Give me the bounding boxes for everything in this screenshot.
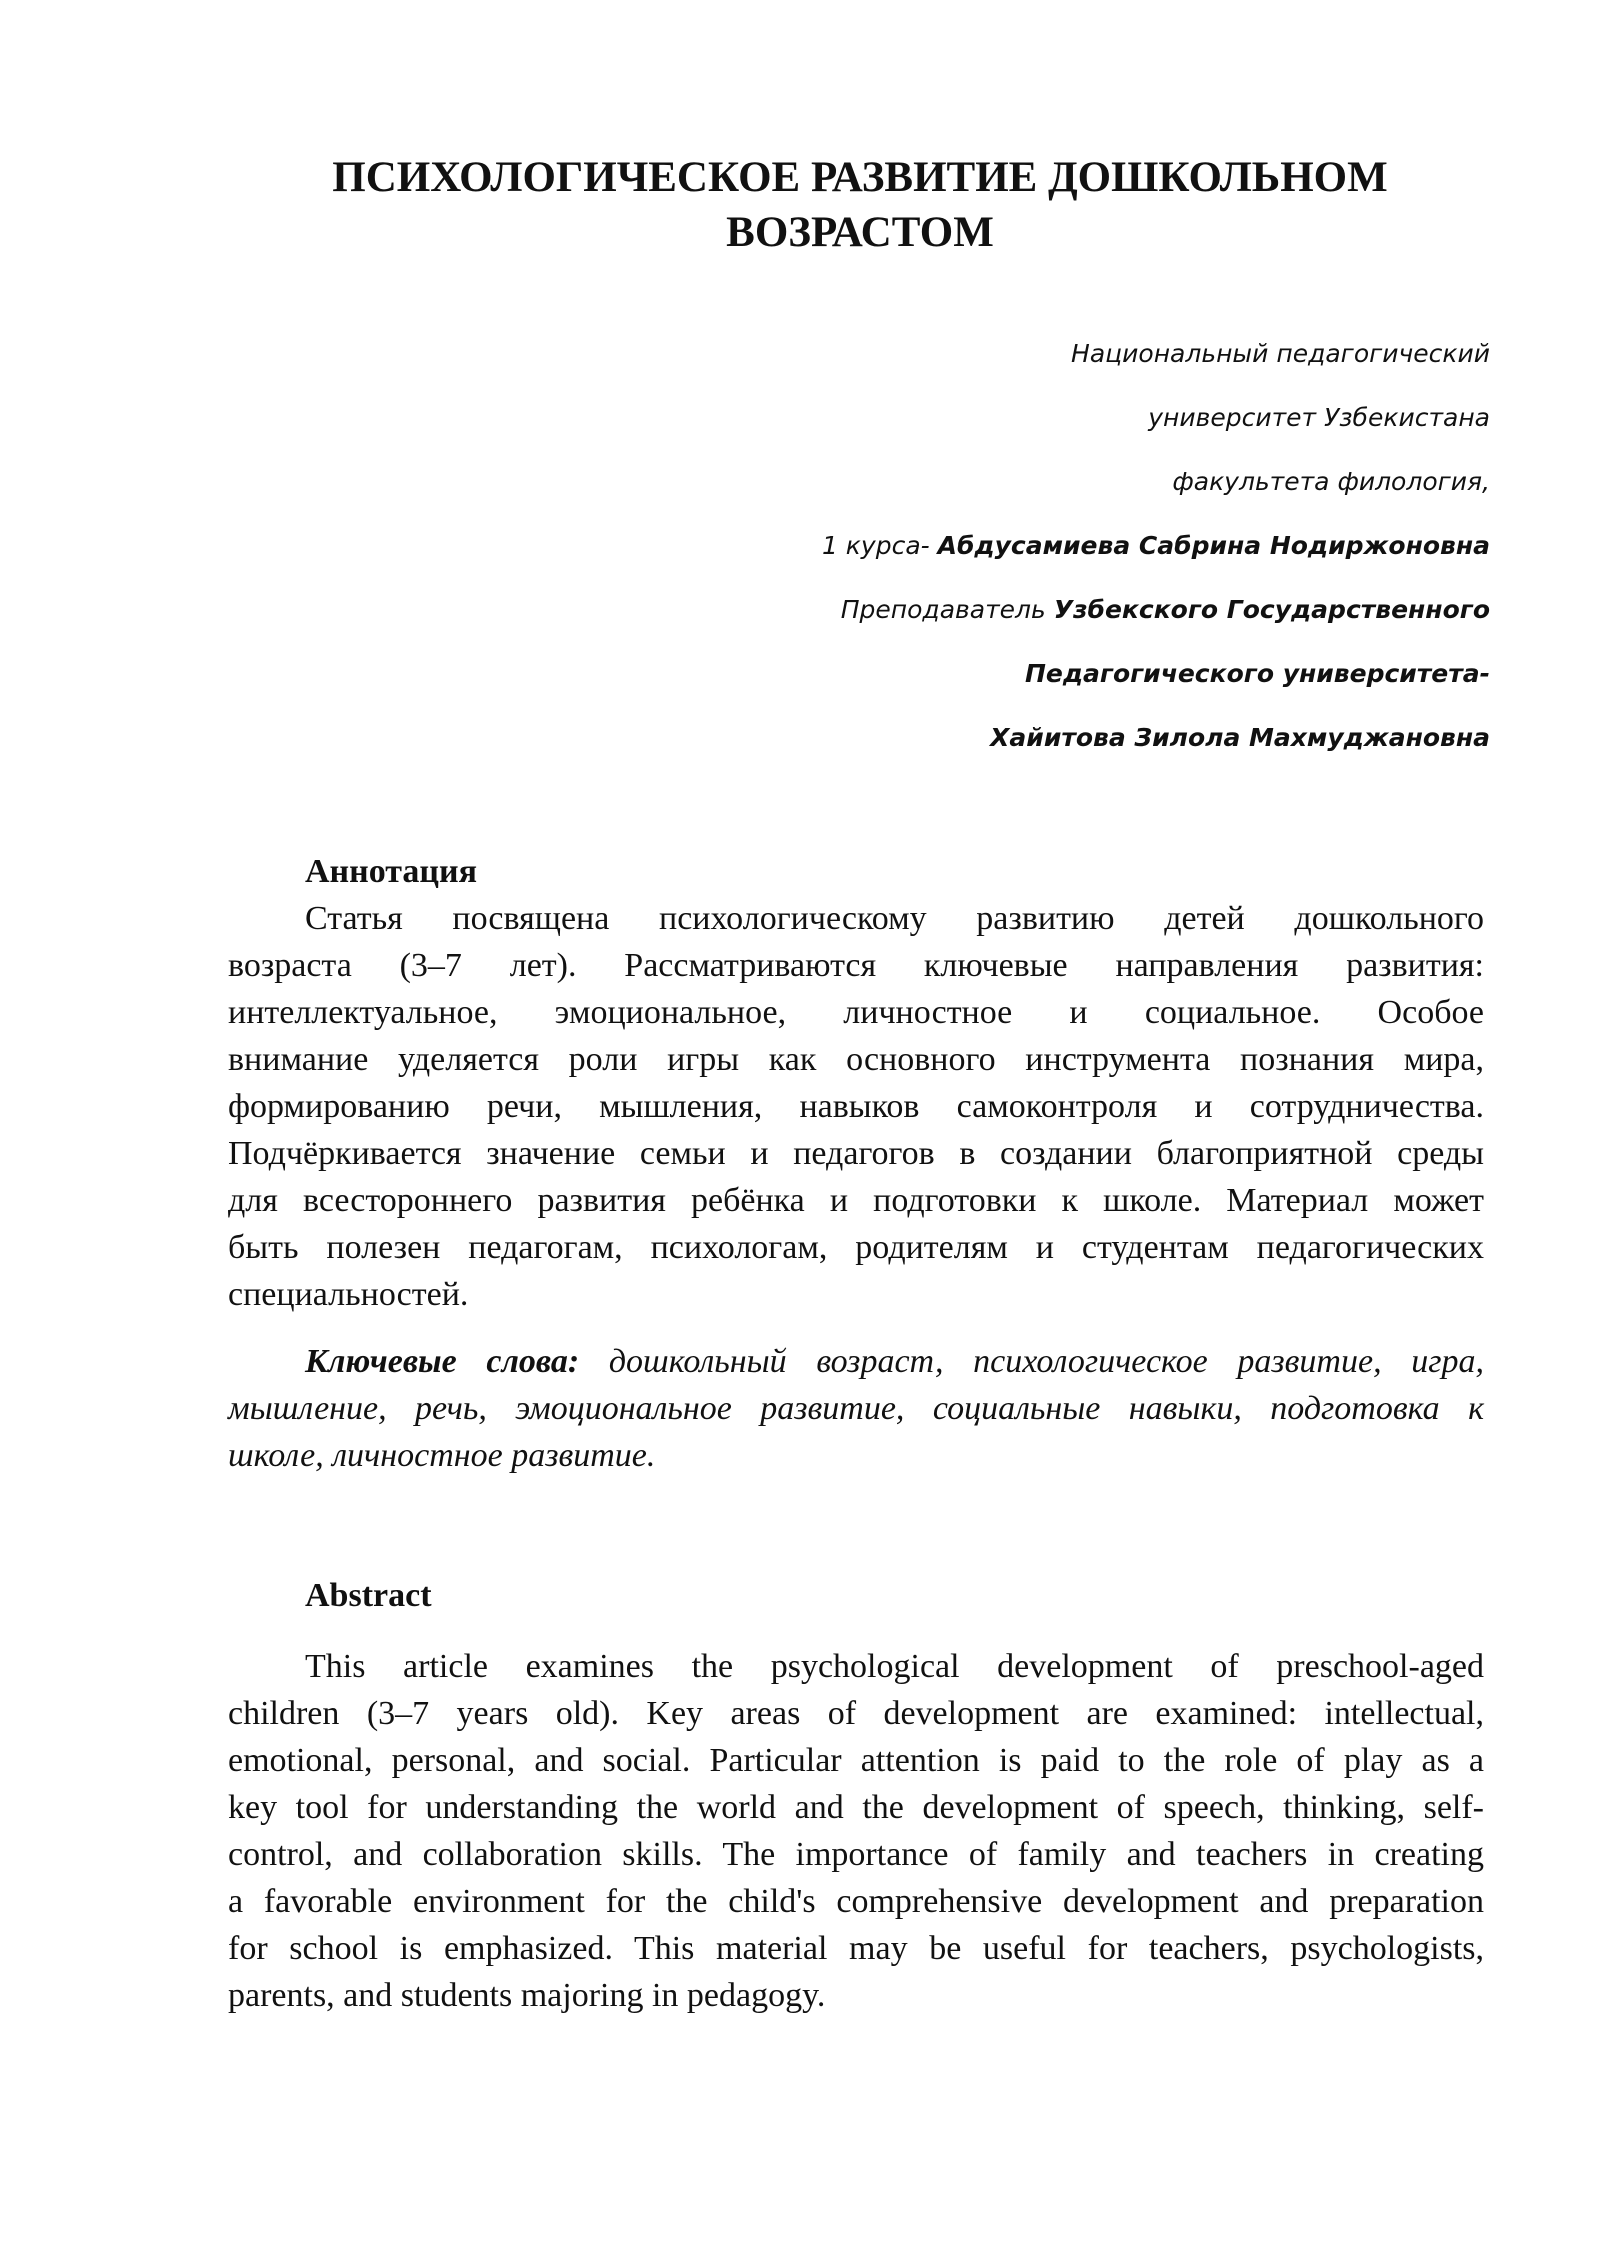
affiliation-line-7 (590, 721, 1490, 785)
abstract-line: This article examines the psychological development of preschool-aged (305, 1648, 1484, 1685)
affiliation-line-2: университет Узбекистана (1148, 403, 1490, 432)
abstract-line: key tool for understanding the world and the development of speech, thinking, self- (228, 1789, 1484, 1826)
abstract-line: a favorable environment for the child's comprehensive development and preparation (228, 1883, 1484, 1920)
author-affiliation (590, 337, 1490, 785)
abstract-body (228, 1643, 1484, 2019)
keywords-label: Ключевые слова: (305, 1343, 580, 1380)
teacher-university-part-2: Педагогического университета- (1024, 659, 1490, 688)
teacher-role: Преподаватель (840, 595, 1046, 624)
affiliation-line-4 (590, 529, 1490, 593)
annotation-line: для всестороннего развития ребёнка и подготовки к школе. Материал может (228, 1182, 1484, 1219)
annotation-body (228, 895, 1484, 1318)
abstract-line: control, and collaboration skills. The importance of family and teachers in creating (228, 1836, 1484, 1873)
affiliation-line-1: Национальный педагогический (1071, 339, 1490, 368)
affiliation-line-3: факультета филология, (1172, 467, 1490, 496)
title-line-1: ПСИХОЛОГИЧЕСКОЕ РАЗВИТИЕ ДОШКОЛЬНОМ (332, 154, 1388, 201)
keywords-block (228, 1338, 1484, 1479)
annotation-line: возраста (3–7 лет). Рассматриваются ключевые направления развития: (228, 947, 1484, 984)
keywords-line-2: мышление, речь, эмоциональное развитие, социальные навыки, подготовка к (228, 1390, 1484, 1427)
annotation-line: Подчёркивается значение семьи и педагогов в создании благоприятной среды (228, 1135, 1484, 1172)
annotation-line: Статья посвящена психологическому развитию детей дошкольного (305, 900, 1484, 937)
annotation-line: интеллектуальное, эмоциональное, личностное и социальное. Особое (228, 994, 1484, 1031)
paper-title (160, 150, 1560, 260)
teacher-name: Хайитова Зилола Махмуджановна (990, 723, 1490, 752)
abstract-line: for school is emphasized. This material may be useful for teachers, psychologists, (228, 1930, 1484, 1967)
annotation-line: формированию речи, мышления, навыков самоконтроля и сотрудничества. (228, 1088, 1484, 1125)
keywords-line-1 (228, 1338, 1484, 1385)
student-course: 1 курса- (821, 531, 930, 560)
affiliation-line-5 (590, 593, 1490, 657)
annotation-line: внимание уделяется роли игры как основного инструмента познания мира, (228, 1041, 1484, 1078)
title-line-2: ВОЗРАСТОМ (726, 209, 994, 256)
student-name: Абдусамиева Сабрина Нодиржоновна (937, 531, 1490, 560)
affiliation-line-6 (590, 657, 1490, 721)
teacher-university-part-1: Узбекского Государственного (1053, 595, 1490, 624)
abstract-heading: Abstract (305, 1577, 432, 1614)
keywords-line-3: школе, личностное развитие. (228, 1437, 656, 1474)
abstract-line: parents, and students majoring in pedagogy. (228, 1977, 826, 2014)
annotation-line: специальностей. (228, 1276, 469, 1313)
annotation-line: быть полезен педагогам, психологам, родителям и студентам педагогических (228, 1229, 1484, 1266)
annotation-heading: Аннотация (305, 853, 477, 890)
abstract-line: emotional, personal, and social. Particular attention is paid to the role of play as a (228, 1742, 1484, 1779)
abstract-line: children (3–7 years old). Key areas of development are examined: intellectual, (228, 1695, 1484, 1732)
keywords-text: дошкольный возраст, психологическое развитие, игра, (608, 1343, 1484, 1380)
